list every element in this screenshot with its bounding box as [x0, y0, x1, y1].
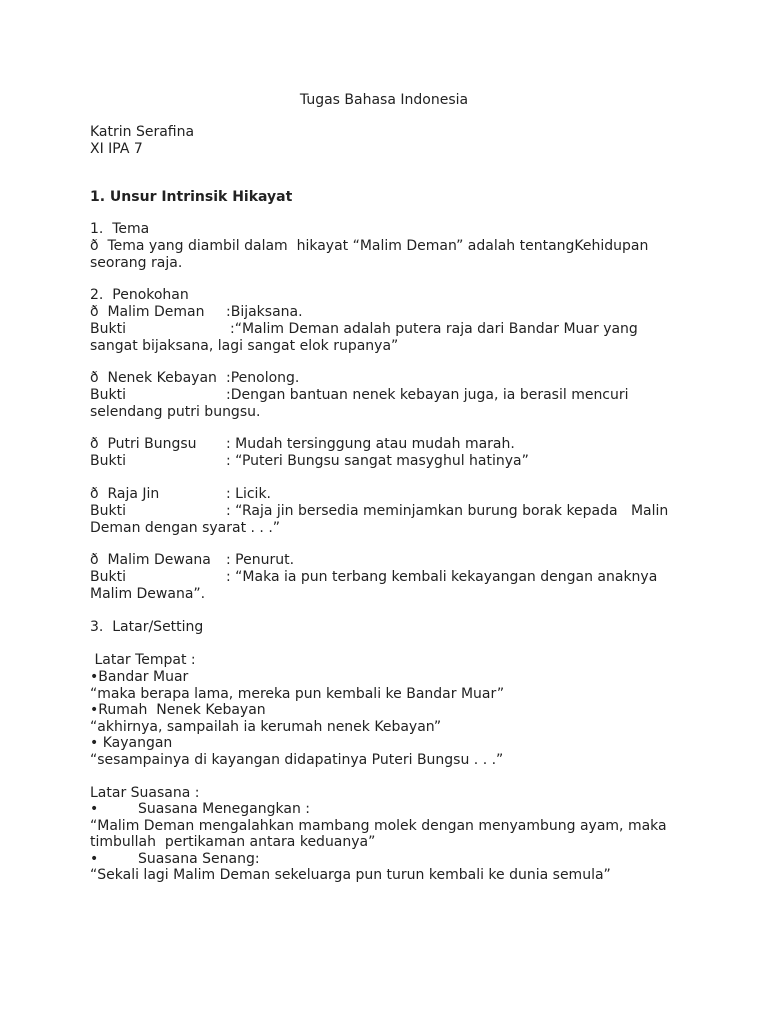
latar-tempat-line: •Bandar Muar: [90, 669, 189, 685]
bukti-label: Bukti: [90, 453, 126, 469]
author-name: Katrin Serafina: [90, 124, 195, 140]
suasana-line: timbullah pertikaman antara keduanya”: [90, 834, 376, 850]
bukti-text: selendang putri bungsu.: [90, 404, 261, 420]
character-name: ð Nenek Kebayan: [90, 370, 217, 386]
section-heading: 1. Unsur Intrinsik Hikayat: [90, 189, 293, 205]
bukti-label: Bukti: [90, 321, 126, 337]
bukti-text: : “Raja jin bersedia meminjamkan burung borak kepada Malin: [226, 503, 669, 519]
latar-heading: 3. Latar/Setting: [90, 619, 204, 635]
suasana-line: “Malim Deman mengalahkan mambang molek dengan menyambung ayam, maka: [90, 818, 667, 834]
tema-heading: 1. Tema: [90, 221, 150, 237]
character-trait: : Penurut.: [226, 552, 295, 568]
bukti-text: : “Maka ia pun terbang kembali kekayangan dengan anaknya: [226, 569, 658, 585]
latar-tempat-line: “sesampainya di kayangan didapatinya Puteri Bungsu . . .”: [90, 752, 504, 768]
tema-line: ð Tema yang diambil dalam hikayat “Malim Deman” adalah tentangKehidupan: [90, 238, 649, 254]
character-trait: :Penolong.: [226, 370, 300, 386]
bukti-text: Deman dengan syarat . . .”: [90, 520, 281, 536]
suasana-label: Suasana Menegangkan :: [138, 801, 310, 817]
latar-tempat-line: • Kayangan: [90, 735, 173, 751]
character-name: ð Malim Dewana: [90, 552, 211, 568]
character-trait: : Licik.: [226, 486, 272, 502]
suasana-line: “Sekali lagi Malim Deman sekeluarga pun turun kembali ke dunia semula”: [90, 867, 611, 883]
bullet: •: [90, 801, 99, 817]
author-class: XI IPA 7: [90, 141, 143, 157]
character-name: ð Malim Deman: [90, 304, 205, 320]
latar-suasana-heading: Latar Suasana :: [90, 785, 200, 801]
tema-line: seorang raja.: [90, 255, 183, 271]
bukti-label: Bukti: [90, 387, 126, 403]
bukti-text: Malim Dewana”.: [90, 586, 206, 602]
document-title: Tugas Bahasa Indonesia: [299, 92, 469, 108]
character-name: ð Raja Jin: [90, 486, 160, 502]
bukti-label: Bukti: [90, 503, 126, 519]
latar-tempat-line: “akhirnya, sampailah ia kerumah nenek Kebayan”: [90, 719, 442, 735]
bukti-text: :Dengan bantuan nenek kebayan juga, ia berasil mencuri: [226, 387, 629, 403]
bukti-text: sangat bijaksana, lagi sangat elok rupanya”: [90, 338, 399, 354]
bullet: •: [90, 851, 99, 867]
penokohan-heading: 2. Penokohan: [90, 287, 189, 303]
bukti-text: : “Puteri Bungsu sangat masyghul hatinya”: [226, 453, 529, 469]
latar-tempat-heading: Latar Tempat :: [90, 652, 196, 668]
character-name: ð Putri Bungsu: [90, 436, 197, 452]
latar-tempat-line: •Rumah Nenek Kebayan: [90, 702, 266, 718]
bukti-label: Bukti: [90, 569, 126, 585]
suasana-label: Suasana Senang:: [138, 851, 260, 867]
character-trait: :Bijaksana.: [226, 304, 303, 320]
bukti-text: :“Malim Deman adalah putera raja dari Bandar Muar yang: [230, 321, 638, 337]
latar-tempat-line: “maka berapa lama, mereka pun kembali ke Bandar Muar”: [90, 686, 505, 702]
character-trait: : Mudah tersinggung atau mudah marah.: [226, 436, 515, 452]
